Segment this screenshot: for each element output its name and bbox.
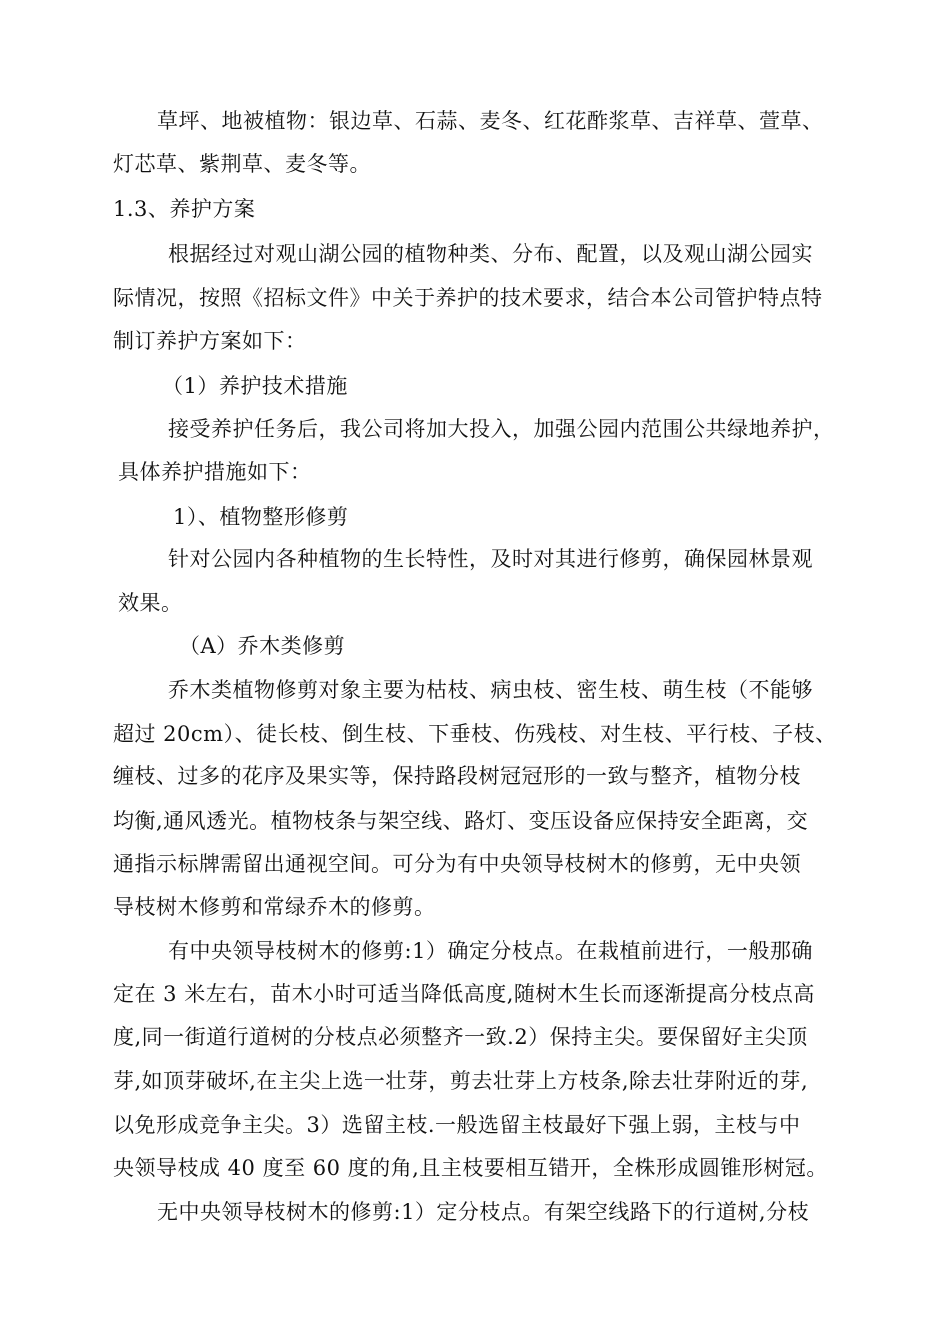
text-line: 缠枝、过多的花序及果实等，保持路段树冠冠形的一致与整齐，植物分枝 [113,764,801,788]
text-line: 均衡,通风透光。植物枝条与架空线、路灯、变压设备应保持安全距离，交 [113,809,809,833]
text-line: 度,同一街道行道树的分枝点必须整齐一致.2）保持主尖。要保留好主尖顶 [113,1025,808,1049]
text-line: 通指示标牌需留出通视空间。可分为有中央领导枝树木的修剪，无中央领 [113,852,801,876]
text-line: 芽,如顶芽破坏,在主尖上选一壮芽，剪去壮芽上方枝条,除去壮芽附近的芽, [113,1069,809,1093]
text-line: 针对公园内各种植物的生长特性，及时对其进行修剪，确保园林景观 [168,547,813,571]
text-line: 定在 3 米左右，苗木小时可适当降低高度,随树木生长而逐渐提高分枝点高 [113,982,815,1006]
text-line: 具体养护措施如下： [118,460,312,484]
text-line: 草坪、地被植物：银边草、石蒜、麦冬、红花酢浆草、吉祥草、萱草、 [157,109,824,133]
text-line: 效果。 [118,591,183,615]
section-heading: 1.3、养护方案 [113,197,256,221]
subsection-heading: （1）养护技术措施 [162,374,348,398]
text-line: 根据经过对观山湖公园的植物种类、分布、配置，以及观山湖公园实 [168,242,813,266]
text-line: 灯芯草、紫荆草、麦冬等。 [113,152,371,176]
subsection-heading: （A）乔木类修剪 [179,634,346,658]
text-line: 以免形成竞争主尖。3）选留主枝.一般选留主枝最好下强上弱，主枝与中 [113,1113,801,1137]
text-line: 无中央领导枝树木的修剪:1）定分枝点。有架空线路下的行道树,分枝 [157,1200,810,1224]
text-line: 乔木类植物修剪对象主要为枯枝、病虫枝、密生枝、萌生枝（不能够 [168,678,813,702]
text-line: 导枝树木修剪和常绿乔木的修剪。 [113,895,436,919]
text-line: 制订养护方案如下： [113,329,307,353]
text-line: 超过 20cm）、徒长枝、倒生枝、下垂枝、伤残枝、对生枝、平行枝、子枝、 [113,722,837,746]
subsection-heading: 1）、植物整形修剪 [173,505,349,529]
text-line: 央领导枝成 40 度至 60 度的角,且主枝要相互错开，全株形成圆锥形树冠。 [113,1156,828,1180]
text-line: 际情况，按照《招标文件》中关于养护的技术要求，结合本公司管护特点特 [113,286,823,310]
text-line: 有中央领导枝树木的修剪:1）确定分枝点。在栽植前进行，一般那确 [168,939,813,963]
text-line: 接受养护任务后，我公司将加大投入，加强公园内范围公共绿地养护， [168,417,835,441]
